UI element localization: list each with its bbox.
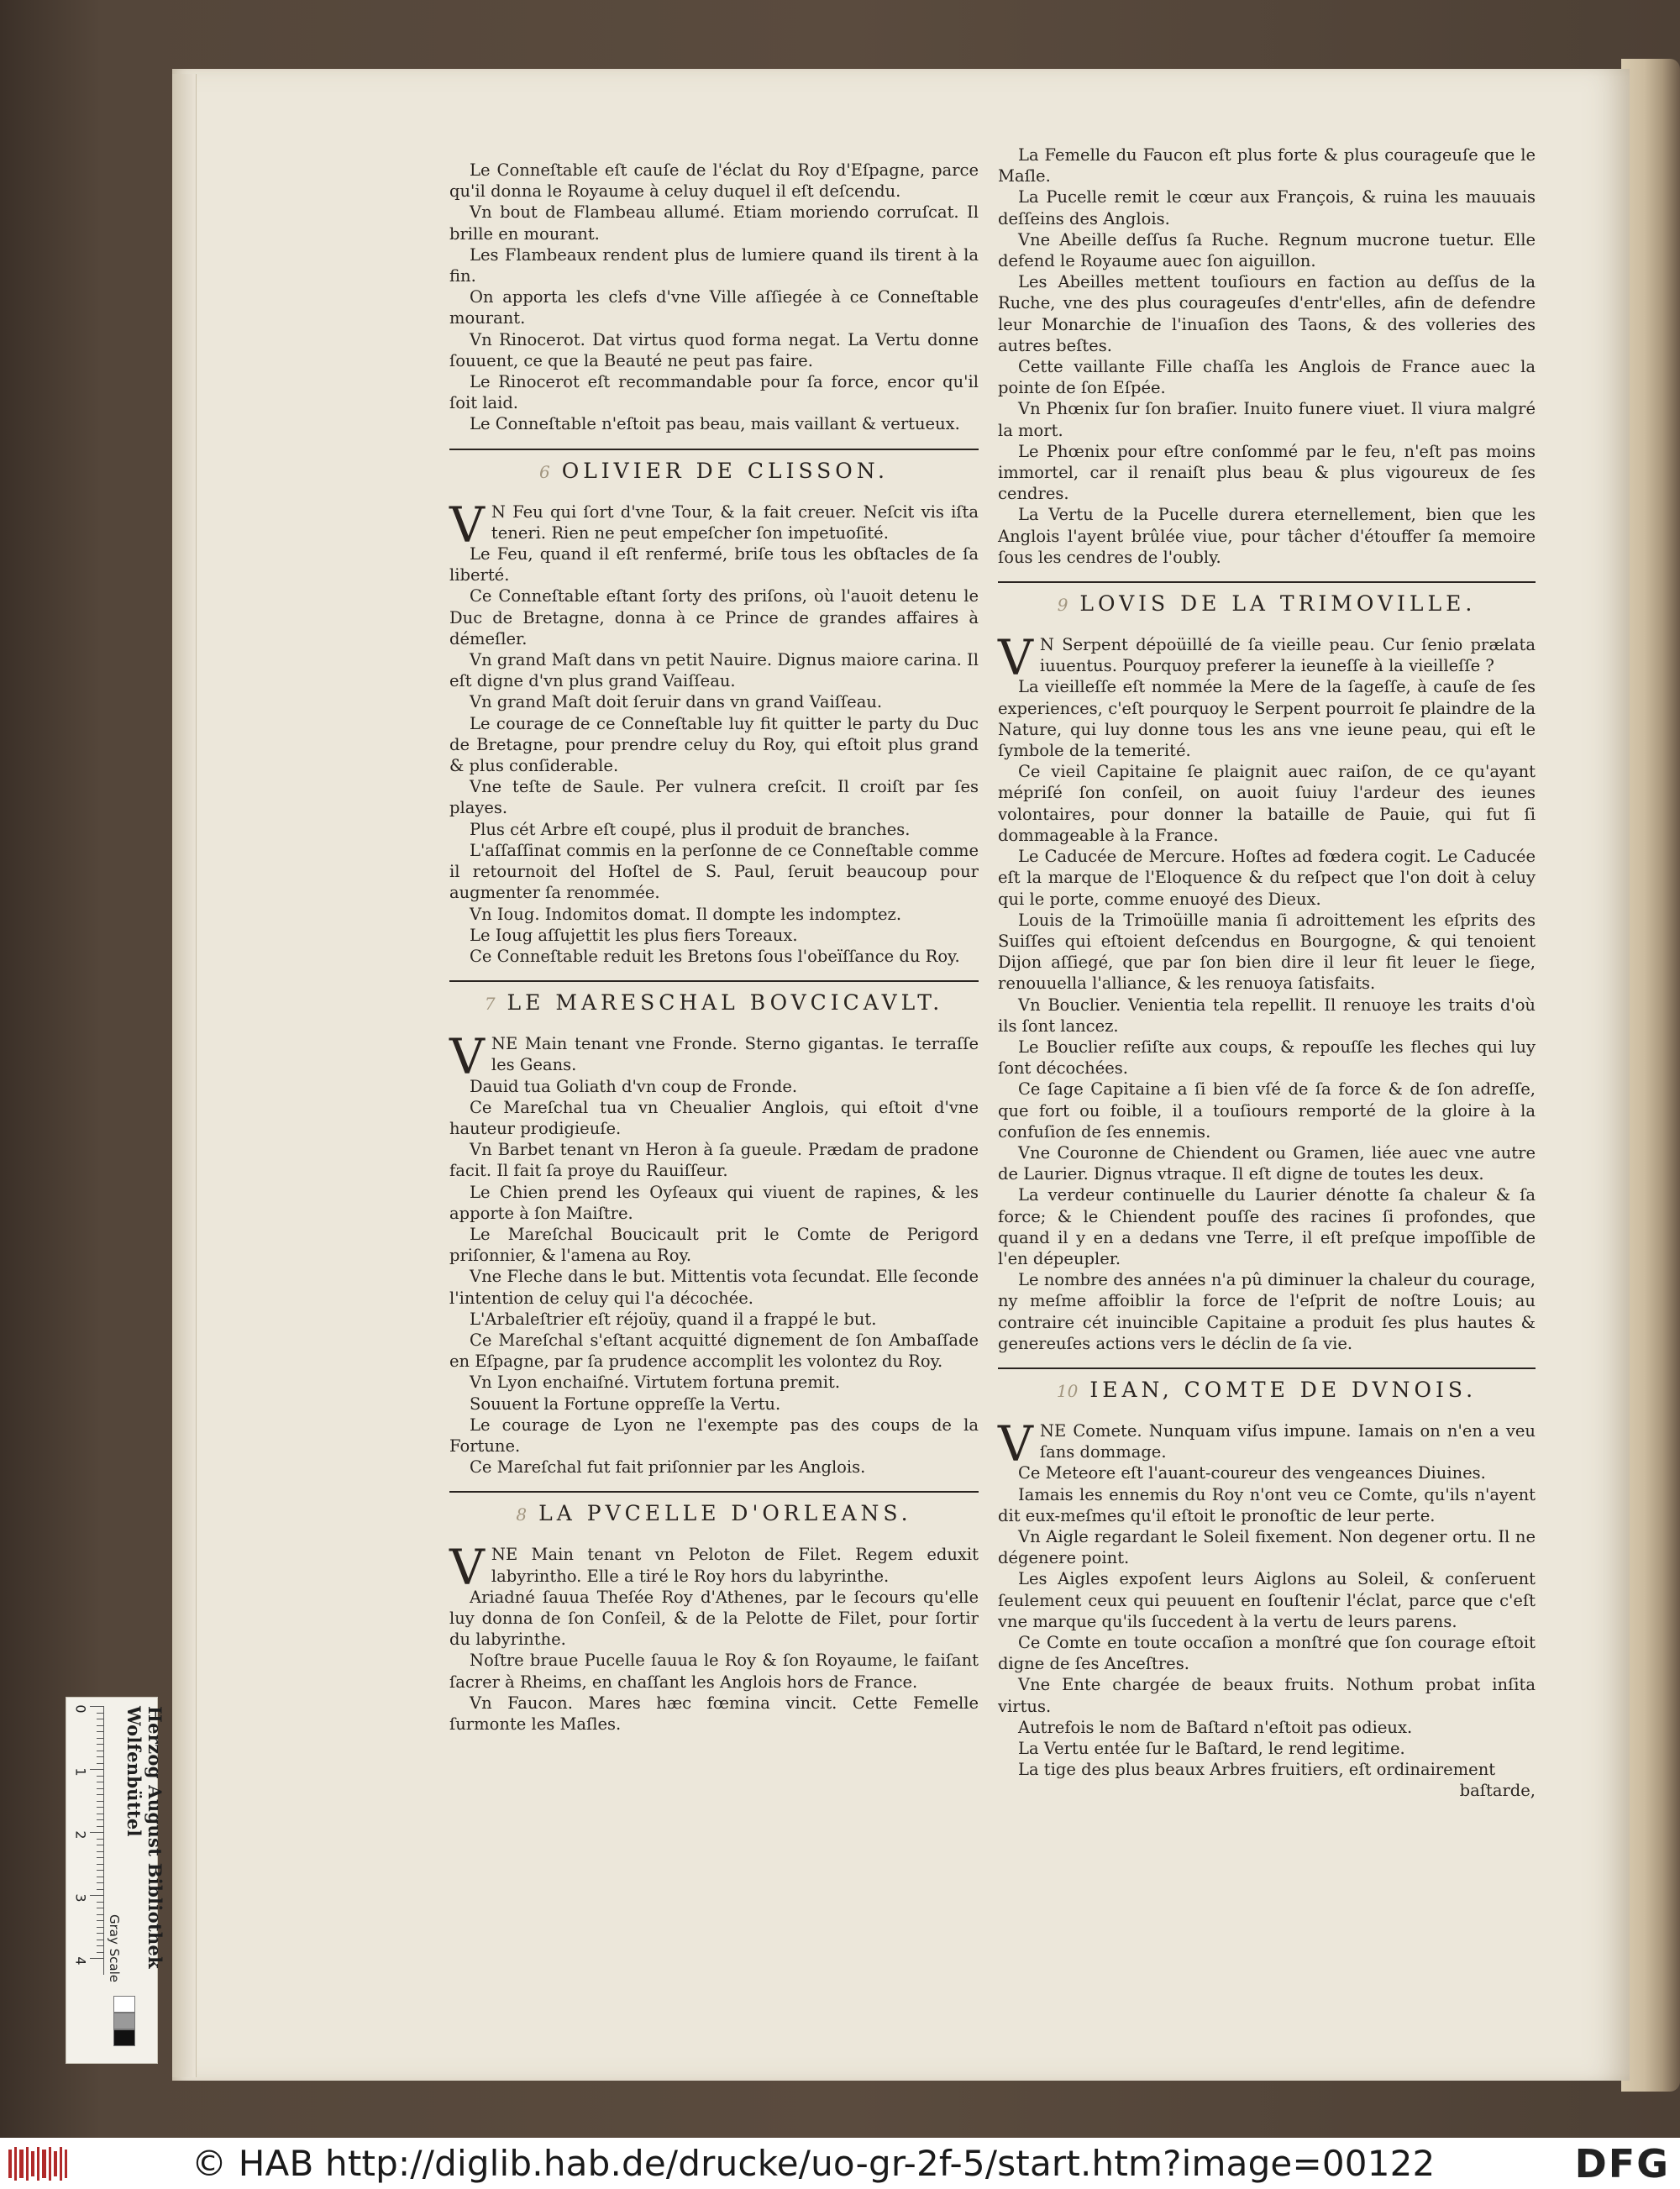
text-paragraph: Le Conneſtable n'eſtoit pas beau, mais vaillant & vertueux. bbox=[470, 414, 960, 434]
ruler-tick bbox=[97, 1826, 103, 1827]
text-paragraph: Le Mareſchal Boucicault prit le Comte de Perigord priſonnier, & l'amena au Roy. bbox=[449, 1224, 979, 1266]
section-title: LE MARESCHAL BOVCICAVLT. bbox=[507, 990, 944, 1016]
text-paragraph: La Vertu de la Pucelle durera eternellement, bien que les Anglois l'ayent brûlée viue, pour tâcher d'étouffer ſa memoire ſous les cendres de l'oubly. bbox=[998, 505, 1536, 567]
ruler-tick bbox=[90, 1832, 103, 1833]
text-paragraph: La Femelle du Faucon eſt plus forte & plus courageuſe que le Maſle. bbox=[998, 145, 1536, 186]
lead-paragraph bbox=[998, 1415, 1536, 1472]
left-sections bbox=[449, 449, 979, 1735]
section-number: 7 bbox=[484, 994, 496, 1015]
ruler-tick bbox=[90, 1958, 103, 1959]
right-column bbox=[998, 144, 1536, 1802]
catchword: baſtarde, bbox=[1459, 1781, 1536, 1801]
ruler-tick bbox=[97, 1889, 103, 1890]
ruler-tick bbox=[97, 1952, 103, 1953]
gray-scale-card bbox=[66, 1697, 165, 2064]
text-paragraph: Vn Lyon enchaiſné. Virtutem fortuna premit. bbox=[470, 1373, 841, 1393]
text-paragraph: Vne Ente chargée de beaux fruits. Nothum probat inſita virtus. bbox=[998, 1675, 1536, 1716]
lead-text: NE Comete. Nunquam viſus impune. Iamais on n'en a veu ſans dommage. bbox=[1039, 1420, 1536, 1462]
text-paragraph: Le Conneſtable eſt cauſe de l'éclat du Roy d'Eſpagne, parce qu'il donna le Royaume à celuy duquel il eſt deſcendu. bbox=[449, 160, 979, 202]
section-heading bbox=[998, 1376, 1536, 1405]
ruler-tick bbox=[97, 1738, 103, 1739]
section-heading bbox=[449, 457, 979, 486]
ruler-number: 3 bbox=[72, 1893, 89, 1903]
ruler-tick bbox=[97, 1763, 103, 1764]
text-paragraph: Vne Couronne de Chiendent ou Gramen, liée auec vne autre de Laurier. Dignus vtraque. Il eſt digne de toutes les deux. bbox=[998, 1142, 1536, 1184]
page-gutter bbox=[172, 74, 197, 2077]
lead-paragraph bbox=[449, 1539, 979, 1597]
lead-text: N Serpent dépoüillé de ſa vieille peau. Cur ſenio prælata iuuentus. Pourquoy preferer la ieuneſſe à la vieilleſſe ? bbox=[1039, 635, 1536, 676]
text-paragraph: Iamais les ennemis du Roy n'ont veu ce Comte, qu'ils n'ayent dit eux-meſmes qu'il eſtoit le pronoſtic de leur perte. bbox=[998, 1484, 1536, 1525]
drop-cap: V bbox=[449, 496, 485, 554]
ruler-tick bbox=[97, 1920, 103, 1921]
section-divider bbox=[998, 581, 1536, 583]
text-paragraph: Louis de la Trimoüille mania ſi adroittement les eſprits des Suiſſes qui eſtoient deſcendus en Bourgogne, & qui tenoient Dijon aſſiegé, que par ſon bien dire il leur fit leuer le ſiege, renouuella l'alliance, & les renuoya ſatisfaits. bbox=[998, 910, 1536, 994]
text-paragraph: Dauid tua Goliath d'vn coup de Fronde. bbox=[470, 1076, 798, 1096]
ruler-number: 2 bbox=[72, 1830, 89, 1840]
section-number: 8 bbox=[516, 1504, 528, 1525]
text-paragraph: Plus cét Arbre eſt coupé, plus il produit de branches. bbox=[470, 819, 911, 839]
text-paragraph: Le Caducée de Mercure. Hoſtes ad fœdera cogit. Le Caducée eſt la marque de l'Eloquence & du reſpect que l'on doit à celuy qui le porte, comme enuoyé des Dieux. bbox=[998, 847, 1536, 909]
ruler-tick bbox=[90, 1769, 103, 1770]
swatch-white bbox=[113, 1996, 135, 2013]
text-paragraph: Vn Ioug. Indomitos domat. Il dompte les indomptez. bbox=[470, 904, 902, 924]
section-number: 6 bbox=[538, 461, 550, 482]
section-title: LA PVCELLE D'ORLEANS. bbox=[538, 1501, 912, 1526]
text-paragraph: Vn Faucon. Mares hæc fœmina vincit. Cette Femelle ſurmonte les Maſles. bbox=[449, 1693, 979, 1734]
text-paragraph: Vn Barbet tenant vn Heron à ſa gueule. Prædam de pradone facit. Il fait ſa proye du Rauiſſeur. bbox=[449, 1140, 979, 1181]
text-paragraph: Ce vieil Capitaine ſe plaignit auec raiſon, de ce qu'ayant mépriſé ſon conſeil, on auoit ſuiuy l'ardeur des ieunes volontaires, pour donner la bataille de Pauie, qui fut ſi dommageable à la France. bbox=[998, 762, 1536, 845]
ruler-tick bbox=[97, 1914, 103, 1915]
ruler-tick bbox=[97, 1731, 103, 1732]
text-paragraph: Le Feu, quand il eſt renfermé, briſe tous les obſtacles de ſa liberté. bbox=[449, 544, 979, 585]
text-paragraph: Vne Fleche dans le but. Mittentis vota ſecundat. Elle ſeconde l'intention de celuy qui l'a décochée. bbox=[449, 1267, 979, 1308]
ruler-tick bbox=[97, 1788, 103, 1789]
ruler-tick bbox=[97, 1870, 103, 1871]
scale-ruler bbox=[70, 1706, 104, 1975]
text-paragraph: Ce Comte en toute occaſion a monſtré que ſon courage eſtoit digne de ſes Anceſtres. bbox=[998, 1633, 1536, 1674]
text-paragraph: L'Arbaleſtrier eſt réjoüy, quand il a frappé le but. bbox=[470, 1309, 877, 1329]
section-divider bbox=[998, 1367, 1536, 1369]
ruler-tick bbox=[97, 1744, 103, 1745]
section-heading bbox=[449, 989, 979, 1018]
text-paragraph: Vn grand Maſt doit ſeruir dans vn grand Vaiſſeau. bbox=[470, 692, 883, 712]
text-paragraph: Vn Rinocerot. Dat virtus quod forma negat. La Vertu donne ſouuent, ce que la Beauté ne peut pas faire. bbox=[449, 329, 979, 370]
gray-scale-label: Gray Scale bbox=[107, 1914, 122, 1982]
lead-text: NE Main tenant vne Fronde. Sterno gigantas. Ie terraſſe les Geans. bbox=[491, 1034, 979, 1075]
section-number: 10 bbox=[1056, 1380, 1079, 1401]
text-paragraph: Cette vaillante Fille chaſſa les Anglois de France auec la pointe de ſon Eſpée. bbox=[998, 357, 1536, 398]
text-paragraph: La tige des plus beaux Arbres fruitiers, eſt ordinairement bbox=[1018, 1760, 1496, 1780]
section-title: IEAN, COMTE DE DVNOIS. bbox=[1089, 1377, 1478, 1402]
section-number: 9 bbox=[1057, 595, 1068, 616]
source-url: © HAB http://diglib.hab.de/drucke/uo-gr-2f-5/start.htm?image=00122 bbox=[192, 2143, 1436, 2184]
right-intro bbox=[998, 144, 1536, 568]
section-title: OLIVIER DE CLISSON. bbox=[561, 458, 890, 483]
text-paragraph: Ce Meteore eſt l'auant-coureur des vengeances Diuines. bbox=[1018, 1463, 1486, 1483]
text-paragraph: Les Aigles expoſent leurs Aiglons au Soleil, & conſeruent ſeulement ceux qui peuuent en ſouſtenir l'éclat, parce que c'eſt vne marque qu'ils ſuccedent à la vertu de leurs parens. bbox=[998, 1569, 1536, 1631]
footer-bar bbox=[0, 2138, 1680, 2189]
drop-cap: V bbox=[449, 1028, 485, 1086]
text-paragraph: Le Rinocerot eſt recommandable pour ſa force, encor qu'il ſoit laid. bbox=[449, 372, 979, 413]
text-paragraph: Le Chien prend les Oyſeaux qui viuent de rapines, & les apporte à ſon Maiſtre. bbox=[449, 1182, 979, 1223]
ruler-tick bbox=[97, 1807, 103, 1808]
section-divider bbox=[449, 1491, 979, 1493]
text-paragraph: Le courage de Lyon ne l'exempte pas des coups de la Fortune. bbox=[449, 1415, 979, 1456]
text-paragraph: Ce Conneſtable eſtant ſorty des priſons, où l'auoit detenu le Duc de Bretagne, donna à ce Prince de grandes affaires à démeſler. bbox=[449, 586, 979, 648]
ruler-tick bbox=[97, 1864, 103, 1865]
text-paragraph: Vne Abeille deſſus ſa Ruche. Regnum mucrone tuetur. Elle defend le Royaume auec ſon aiguillon. bbox=[998, 229, 1536, 271]
gray-swatches bbox=[113, 1996, 135, 2046]
text-paragraph: Noſtre braue Pucelle ſauua le Roy & ſon Royaume, le faiſant ſacrer à Rheims, en chaſſant les Anglois hors de France. bbox=[449, 1651, 979, 1692]
book-edge bbox=[1621, 59, 1680, 2092]
ruler-tick bbox=[97, 1851, 103, 1852]
hab-barcode-logo-icon bbox=[7, 2144, 69, 2183]
ruler-tick bbox=[97, 1801, 103, 1802]
lead-text: NE Main tenant vn Peloton de Filet. Regem eduxit labyrintho. Elle a tiré le Roy hors du labyrinthe. bbox=[491, 1545, 979, 1586]
left-column bbox=[449, 160, 979, 1735]
text-paragraph: Vne teſte de Saule. Per vulnera creſcit. Il croiſt par ſes playes. bbox=[449, 777, 979, 818]
drop-cap: V bbox=[998, 1415, 1033, 1472]
text-paragraph: Vn grand Maſt dans vn petit Nauire. Dignus maiore carina. Il eſt digne d'vn plus grand Vaiſſeau. bbox=[449, 650, 979, 691]
text-paragraph: Vn Bouclier. Venientia tela repellit. Il renuoye les traits d'où ils ſont lancez. bbox=[998, 995, 1536, 1036]
text-paragraph: Ce Mareſchal fut fait priſonnier par les Anglois. bbox=[470, 1457, 866, 1478]
text-paragraph: La vieilleſſe eſt nommée la Mere de la ſageſſe, à cauſe de ſes experiences, c'eſt pourquoy le Serpent pourroit ſe plaindre de la Nature, qui luy donne tous les ans vne ieune peau, qui eſt le ſymbole de la temerité. bbox=[998, 677, 1536, 761]
text-paragraph: La Vertu entée ſur le Baſtard, le rend legitime. bbox=[1018, 1739, 1405, 1759]
ruler-tick bbox=[97, 1933, 103, 1934]
ruler-tick bbox=[90, 1706, 103, 1707]
lead-paragraph bbox=[998, 629, 1536, 687]
ruler-tick bbox=[97, 1927, 103, 1928]
drop-cap: V bbox=[449, 1539, 485, 1597]
text-paragraph: Autrefois le nom de Baſtard n'eſtoit pas odieux. bbox=[1018, 1717, 1413, 1737]
text-paragraph: La verdeur continuelle du Laurier dénotte ſa chaleur & ſa force; & le Chiendent pouſſe des racines ſi profondes, que quand il y en a dedans vne Terre, il eſt preſque impoſſible de l'en dépeupler. bbox=[998, 1185, 1536, 1268]
text-paragraph: Vn Aigle regardant le Soleil fixement. Non degener ortu. Il ne dégenere point. bbox=[998, 1526, 1536, 1568]
section-title: LOVIS DE LA TRIMOVILLE. bbox=[1079, 591, 1477, 617]
text-paragraph: Le courage de ce Conneſtable luy fit quitter le party du Duc de Bretagne, pour prendre celuy du Roy, qui eſtoit plus grand & plus conſiderable. bbox=[449, 713, 979, 776]
lead-paragraph bbox=[449, 496, 979, 554]
text-paragraph: Le Phœnix pour eſtre conſommé par le feu, n'eſt pas moins immortel, car il renaiſt plus beau & plus vigoureux de ſes cendres. bbox=[998, 441, 1536, 504]
text-paragraph: Le nombre des années n'a pû diminuer la chaleur du courage, ny meſme affoiblir la force de l'eſprit de noſtre Louis; au contraire cét inuincible Capitaine a produit ſes plus hautes & genereuſes actions vers le déclin de ſa vie. bbox=[998, 1270, 1536, 1353]
ruler-tick bbox=[97, 1756, 103, 1757]
text-paragraph: Vn Phœnix ſur ſon braſier. Inuito funere viuet. Il viura malgré la mort. bbox=[998, 399, 1536, 440]
ruler-number: 0 bbox=[72, 1704, 89, 1714]
dfg-logo: DFG bbox=[1574, 2141, 1670, 2186]
ruler-number: 4 bbox=[72, 1956, 89, 1966]
text-paragraph: Vn bout de Flambeau allumé. Etiam moriendo corruſcat. Il brille en mourant. bbox=[449, 202, 979, 244]
text-paragraph: Le Ioug aſſujettit les plus fiers Toreaux. bbox=[470, 925, 798, 945]
text-paragraph: Les Flambeaux rendent plus de lumiere quand ils tirent à la fin. bbox=[449, 244, 979, 286]
section-divider bbox=[449, 449, 979, 450]
right-sections bbox=[998, 581, 1536, 1802]
ruler-tick bbox=[97, 1725, 103, 1726]
text-paragraph: Ariadné ſauua Theſée Roy d'Athenes, par le ſecours qu'elle luy donna de ſon Conſeil, & de la Pelotte de Filet, pour ſortir du labyrinthe. bbox=[449, 1587, 979, 1650]
ruler-number: 1 bbox=[72, 1767, 89, 1777]
section-heading bbox=[449, 1499, 979, 1529]
swatch-black bbox=[113, 2029, 135, 2046]
text-paragraph: La Pucelle remit le cœur aux François, & ruina les mauuais deſſeins des Anglois. bbox=[998, 187, 1536, 228]
ruler-tick bbox=[97, 1839, 103, 1840]
ruler-tick bbox=[90, 1895, 103, 1896]
text-paragraph: Ce Mareſchal s'eſtant acquitté dignement de ſon Ambaſſade en Eſpagne, par ſa prudence accomplit les volontez du Roy. bbox=[449, 1330, 979, 1372]
ruler-tick bbox=[97, 1902, 103, 1903]
section-heading bbox=[998, 590, 1536, 619]
ruler-tick bbox=[97, 1857, 103, 1858]
drop-cap: V bbox=[998, 629, 1033, 687]
section-divider bbox=[449, 980, 979, 982]
library-name: Herzog August Bibliothek Wolfenbüttel bbox=[123, 1706, 165, 1969]
ruler-tick bbox=[97, 1882, 103, 1883]
ruler-tick bbox=[97, 1794, 103, 1795]
text-paragraph: Ce Mareſchal tua vn Cheualier Anglois, qui eſtoit d'vne hauteur prodigieuſe. bbox=[449, 1097, 979, 1138]
text-paragraph: Le Bouclier reſiſte aux coups, & repouſſe les fleches qui luy ſont décochées. bbox=[998, 1037, 1536, 1079]
ruler-tick bbox=[97, 1819, 103, 1820]
ruler-tick bbox=[97, 1776, 103, 1777]
text-paragraph: Souuent la Fortune oppreſſe la Vertu. bbox=[470, 1394, 781, 1414]
left-intro bbox=[449, 160, 979, 435]
text-paragraph: L'aſſaſſinat commis en la perſonne de ce Conneſtable comme il retournoit del Hoſtel de S. Paul, ſeruit beaucoup pour augmenter ſa renommée. bbox=[449, 840, 979, 903]
ruler-tick bbox=[97, 1945, 103, 1946]
text-paragraph: On apporta les clefs d'vne Ville aſſiegée à ce Conneſtable mourant. bbox=[449, 287, 979, 328]
swatch-gray bbox=[113, 2013, 135, 2029]
ruler-tick bbox=[97, 1713, 103, 1714]
text-paragraph: Les Abeilles mettent touſiours en faction au deſſus de la Ruche, vne des plus courageuſes d'entr'elles, afin de defendre leur Monarchie de l'inuaſion des Taons, & des volleries des autres beſtes. bbox=[998, 272, 1536, 355]
text-paragraph: Ce Conneſtable reduit les Bretons ſous l'obeïſſance du Roy. bbox=[470, 946, 960, 966]
lead-text: N Feu qui ſort d'vne Tour, & la fait creuer. Neſcit vis iſta teneri. Rien ne peut empeſcher ſon impetuoſité. bbox=[491, 501, 979, 543]
text-paragraph: Ce ſage Capitaine a ſi bien vſé de ſa force & de ſon adreſſe, que fort ou foible, il a touſiours remporté de la gloire à la confuſion de ſes ennemis. bbox=[998, 1079, 1536, 1142]
